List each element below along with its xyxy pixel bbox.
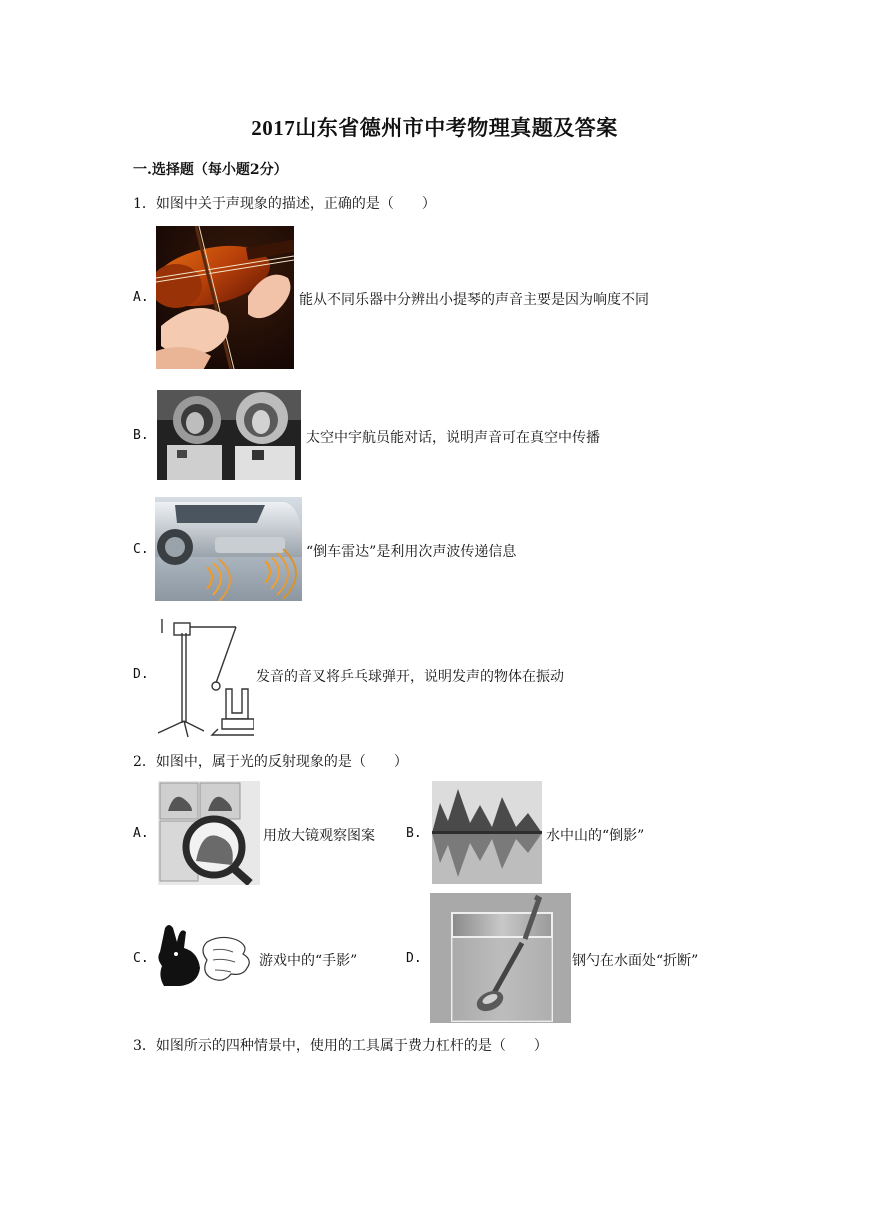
car-radar-photo	[155, 497, 302, 601]
option-1a-text: 能从不同乐器中分辨出小提琴的声音主要是因为响度不同	[299, 292, 649, 308]
astronauts-photo	[157, 390, 301, 480]
option-1c-text: “倒车雷达”是利用次声波传递信息	[306, 544, 517, 560]
section-heading: 一.选择题（每小题2分）	[133, 162, 288, 178]
option-2b-text: 水中山的“倒影”	[546, 828, 645, 844]
option-1b-text: 太空中宇航员能对话，说明声音可在真空中传播	[306, 430, 600, 446]
option-1c-label: C.	[133, 542, 149, 557]
option-2d-label: D.	[406, 951, 422, 966]
page-title: 2017山东省德州市中考物理真题及答案	[251, 116, 618, 140]
violin-photo	[156, 226, 294, 369]
magnifier-stamps-photo	[158, 781, 260, 885]
question-1-stem: 1．如图中关于声现象的描述，正确的是（ ）	[133, 196, 436, 212]
option-1d-label: D.	[133, 667, 149, 682]
option-2a-text: 用放大镜观察图案	[263, 828, 375, 844]
mountain-reflection-photo	[432, 781, 542, 884]
option-2a-label: A.	[133, 826, 149, 841]
option-2b-label: B.	[406, 826, 422, 841]
option-1b-label: B.	[133, 428, 149, 443]
question-2-stem: 2．如图中，属于光的反射现象的是（ ）	[133, 754, 408, 770]
spoon-in-glass-photo	[430, 893, 571, 1023]
option-2d-text: 钢勺在水面处“折断”	[572, 953, 699, 969]
tuning-fork-diagram	[154, 611, 254, 739]
option-2c-label: C.	[133, 951, 149, 966]
option-1d-text: 发音的音叉将乒乓球弹开，说明发声的物体在振动	[256, 669, 564, 685]
hand-shadow-rabbit	[155, 920, 255, 994]
option-1a-label: A.	[133, 290, 149, 305]
question-3-stem: 3．如图所示的四种情景中，使用的工具属于费力杠杆的是（ ）	[133, 1038, 548, 1054]
option-2c-text: 游戏中的“手影”	[259, 953, 358, 969]
